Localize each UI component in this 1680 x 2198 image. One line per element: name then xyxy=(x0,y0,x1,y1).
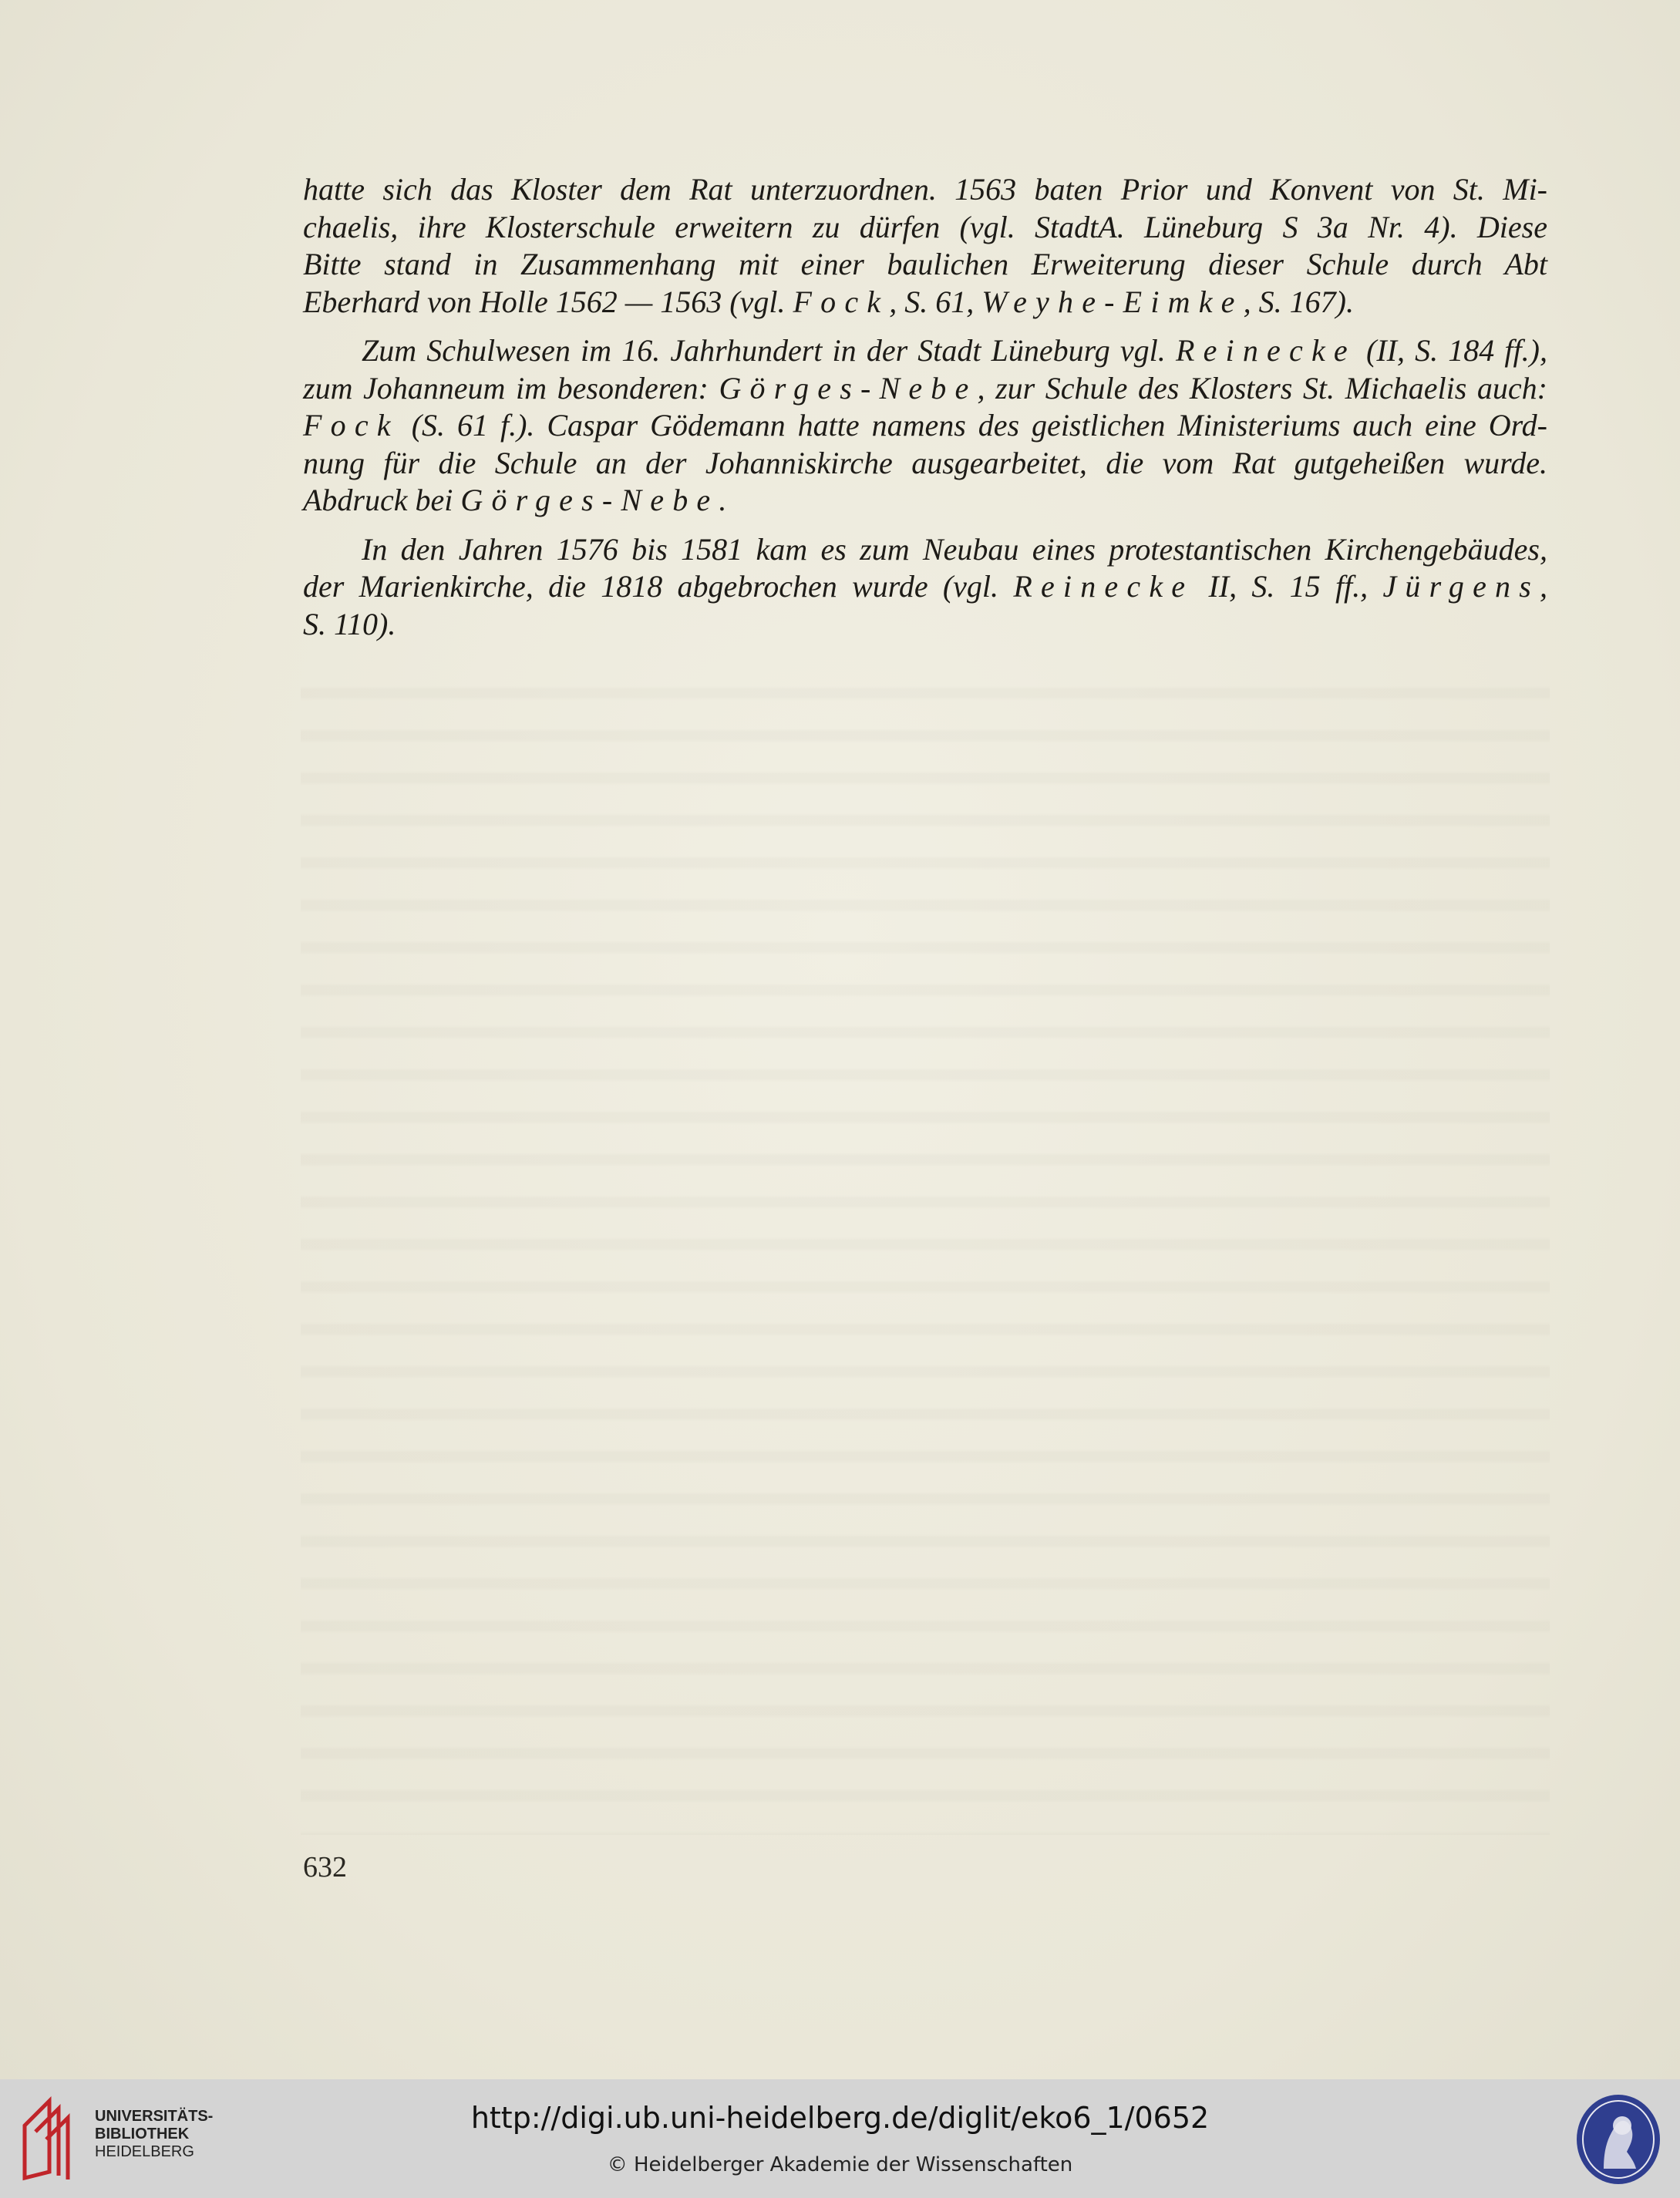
paragraph-1 xyxy=(303,171,1547,321)
paragraph-2 xyxy=(303,332,1547,520)
author-name: Fock xyxy=(303,408,399,443)
author-name: Jürgens xyxy=(1382,569,1540,604)
text-segment: chaelis, ihre Klosterschule erweitern zu dürfen (vgl. StadtA. Lüneburg S 3a Nr. 4). Diese xyxy=(303,209,1547,244)
author-name: Weyhe-Eimke xyxy=(981,284,1244,319)
text-segment: S. 110). xyxy=(303,606,396,641)
body-text xyxy=(303,171,1547,643)
text-segment: , zur Schule des Klosters St. Michaelis auch: xyxy=(977,370,1548,406)
text-segment: , S. 61, xyxy=(889,284,982,319)
bleed-through-shadow xyxy=(301,663,1550,1835)
footer-bar xyxy=(0,2079,1680,2198)
copyright-notice: © Heidelberger Akademie der Wissenschaften xyxy=(607,2153,1073,2176)
author-name: Reinecke xyxy=(1175,333,1356,368)
text-segment: Abdruck bei xyxy=(303,483,461,517)
text-segment: Eberhard von Holle 1562 — 1563 (vgl. xyxy=(303,284,793,319)
text-line xyxy=(303,171,1547,209)
text-line xyxy=(303,568,1547,606)
text-line xyxy=(303,284,1547,321)
text-segment: . xyxy=(719,483,727,517)
text-segment: der Marienkirche, die 1818 abgebrochen wurde (vgl. xyxy=(303,569,1014,604)
text-segment: hatte sich das Kloster dem Rat unterzuordnen. 1563 baten Prior und Konvent von St. Mi- xyxy=(303,172,1547,207)
text-segment: Bitte stand in Zusammenhang mit einer baulichen Erweiterung dieser Schule durch Abt xyxy=(303,247,1547,281)
text-line xyxy=(303,407,1547,445)
text-line xyxy=(303,370,1547,408)
text-line xyxy=(303,531,1547,569)
text-line xyxy=(303,332,1547,370)
text-line xyxy=(303,445,1547,483)
author-name: Fock xyxy=(793,284,890,319)
text-line xyxy=(303,606,1547,644)
author-name: Reinecke xyxy=(1013,569,1194,604)
permalink-url[interactable]: http://digi.ub.uni-heidelberg.de/diglit/eko6_1/0652 xyxy=(470,2101,1210,2135)
text-segment: II, S. 15 ff., xyxy=(1194,569,1383,604)
text-segment: (S. 61 f.). Caspar Gödemann hatte namens des geistlichen Ministeriums auch eine Ord- xyxy=(399,408,1547,443)
text-segment: zum Johanneum im besonderen: xyxy=(303,370,719,406)
page-number: 632 xyxy=(303,1851,347,1883)
library-name-line-1: UNIVERSITÄTS- xyxy=(95,2108,214,2125)
paragraph-3 xyxy=(303,531,1547,644)
text-segment: Zum Schulwesen im 16. Jahrhundert in der Stadt Lüneburg vgl. xyxy=(362,333,1176,368)
library-name-line-2: BIBLIOTHEK xyxy=(95,2126,190,2142)
text-segment: , xyxy=(1540,569,1547,604)
library-name-line-3: HEIDELBERG xyxy=(95,2143,194,2160)
author-name: Görges-Nebe xyxy=(460,483,719,517)
text-line xyxy=(303,209,1547,247)
text-segment: , S. 167). xyxy=(1243,284,1354,319)
author-name: Görges-Nebe xyxy=(719,370,978,406)
academy-seal-icon xyxy=(1573,2092,1664,2187)
text-line xyxy=(303,482,1547,520)
text-segment: (II, S. 184 ff.), xyxy=(1355,333,1547,368)
text-segment: nung für die Schule an der Johanniskirche ausgearbeitet, die vom Rat gutgeheißen wurde. xyxy=(303,445,1547,480)
text-segment: In den Jahren 1576 bis 1581 kam es zum Neubau eines protestantischen Kirchengebäudes, xyxy=(362,531,1547,567)
text-line xyxy=(303,246,1547,284)
